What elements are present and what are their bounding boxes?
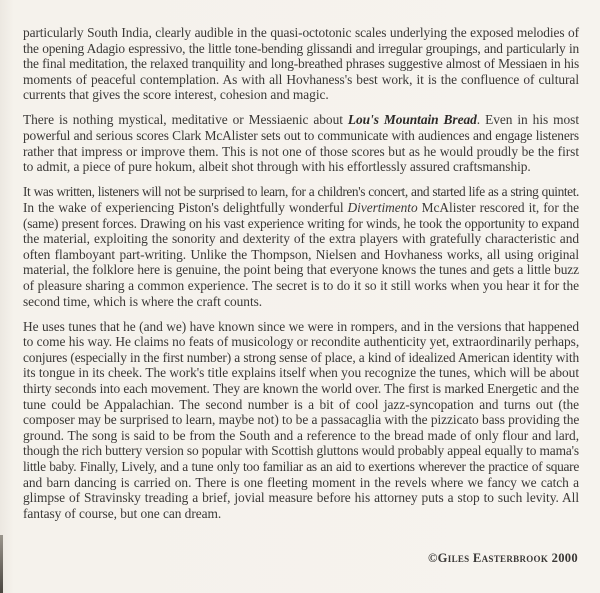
work-title: Lou's Mountain Bread bbox=[347, 112, 477, 128]
page-edge-shadow bbox=[0, 535, 3, 593]
text-line bbox=[23, 112, 579, 128]
paragraph-tunes bbox=[23, 319, 579, 522]
text-line: rather that impress or improve them. This is not one of those scores but as he would proudly be the first bbox=[23, 143, 579, 159]
text-segment: There is nothing mystical, meditative or Messiaenic about bbox=[23, 112, 348, 128]
text-line: and barn dancing is carried on. There is one fleeting moment in the revels where we fancy we catch a bbox=[23, 474, 579, 490]
text-line: composer may be surprised to learn, maybe not) to be a passacaglia with the pizzicato bass providing the bbox=[23, 412, 580, 428]
text-segment: McAlister rescored it, for the bbox=[417, 199, 579, 215]
text-line bbox=[23, 200, 579, 216]
text-line: powerful and serious scores Clark McAlister sets out to communicate with audiences and engage listeners bbox=[23, 128, 579, 144]
copyright-signature: ©Giles Easterbrook 2000 bbox=[427, 551, 578, 565]
text-line: tune could be Appalachian. The second number is a bit of cool jazz-syncopation and turns out (the bbox=[23, 396, 579, 412]
text-line: the material, exploiting the sonority and dexterity of the extra players with gratefully characteristic and bbox=[23, 231, 579, 247]
text-line: its tongue in its cheek. The work's title explains itself when you recognize the tunes, which will be about bbox=[23, 365, 579, 381]
text-line: It was written, listeners will not be surprised to learn, for a children's concert, and started life as a string quintet. bbox=[23, 184, 579, 200]
text-line: moments of peaceful contemplation. As with all Hovhaness's best work, it is the confluence of cultural bbox=[23, 71, 579, 87]
text-line: material, the folklore here is genuine, the point being that everyone knows the tunes and gets a little buzz bbox=[23, 262, 579, 278]
text-line: fantasy of course, but one can dream. bbox=[23, 505, 222, 521]
paragraph-history bbox=[23, 184, 579, 309]
paragraph-mountain-bread-intro bbox=[23, 112, 579, 174]
text-line: of pleasure sharing a common experience. The secret is to do it so it still works when you hear it for the bbox=[23, 277, 579, 293]
text-line: He uses tunes that he (and we) have known since we were in rompers, and in the versions that happened bbox=[23, 318, 579, 334]
text-line: (same) present forces. Drawing on his vast experience writing for winds, he took the opportunity to expand bbox=[23, 215, 579, 231]
text-column bbox=[23, 25, 579, 531]
text-line: glimpse of Stravinsky treading a brief, jovial measure before his attorney puts a stop to such levity. All bbox=[23, 490, 579, 506]
text-line: the opening Adagio espressivo, the little tone-bending glissandi and irregular groupings, and particularly in bbox=[23, 40, 579, 56]
text-line: to admit, a piece of pure hokum, albeit shot through with his effortlessly assured craftsmanship. bbox=[23, 159, 531, 175]
text-line: conjures (especially in the first number) a strong sense of place, a kind of idealized American identity with bbox=[23, 349, 579, 365]
text-line: little baby. Finally, Lively, and a tune only too familiar as an aid to exertions wherever the practice of square bbox=[23, 458, 579, 474]
text-segment: . Even in his most bbox=[476, 112, 579, 128]
work-title: Divertimento bbox=[347, 199, 418, 215]
text-line: currents that gives the score interest, cohesion and magic. bbox=[23, 87, 329, 103]
text-line: often flamboyant part-writing. Unlike the Thompson, Nielsen and Hovhaness works, all using original bbox=[23, 246, 579, 262]
text-line: to come his way. He claims no feats of musicology or recondite authenticity yet, extraordinarily perhaps, bbox=[23, 334, 580, 350]
text-line: the final meditation, the relaxed tranquility and long-breathed phrases suggestive almost of Messiaen in his bbox=[23, 56, 579, 72]
text-line: particularly South India, clearly audible in the quasi-octotonic scales underlying the exposed melodies of bbox=[23, 25, 579, 40]
text-line: thirty seconds into each movement. They are known the world over. The first is marked Energetic and the bbox=[23, 380, 579, 396]
text-line: ground. The song is said to be from the South and a reference to the bread made of only flour and lard, bbox=[23, 427, 579, 443]
text-segment: In the wake of experiencing Piston's delightfully wonderful bbox=[23, 199, 348, 215]
text-line: second time, which is where the craft counts. bbox=[23, 293, 263, 309]
text-line: though the rich buttery version so popular with Scottish gluttons would probably appeal equally to mama's bbox=[23, 443, 579, 459]
paragraph-hovhaness bbox=[23, 25, 579, 103]
